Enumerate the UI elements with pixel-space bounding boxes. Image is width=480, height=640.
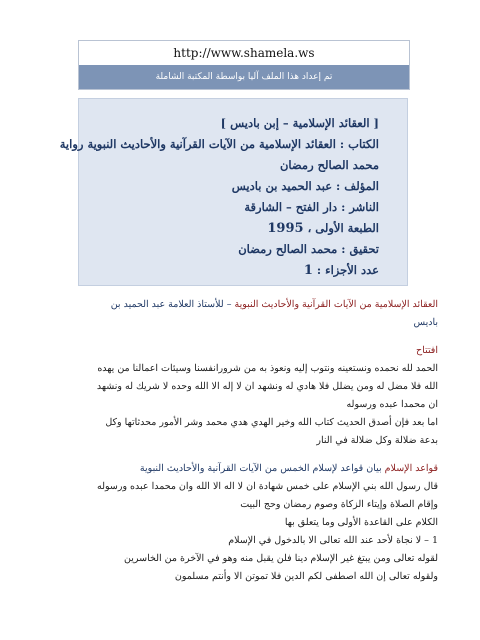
- heading-pillars-rest: بيان قواعد لإسلام الخمس من الآيات القرآنية والأحاديث النبوية: [139, 463, 382, 474]
- document-body: [42, 296, 438, 586]
- book-line: الكتاب : العقائد الإسلامية من الآيات القرآنية والأحاديث النبوية رواية: [59, 137, 379, 151]
- paragraph-line: ان محمدا عبده ورسوله: [346, 399, 438, 410]
- paragraph-line: اما بعد فإن أصدق الحديث كتاب الله وخير الهدي هدي محمد وشر الأمور محدثاتها وكل: [105, 417, 438, 428]
- intro-line: [42, 296, 438, 314]
- generator-note: تم إعداد هذا الملف آليا بواسطة المكتبة الشاملة: [79, 65, 409, 89]
- book-title: [ العقائد الإسلامية – إبن باديس ]: [220, 116, 379, 130]
- author-line: المؤلف : عبد الحميد بن باديس: [231, 179, 379, 193]
- paragraph-line: ولقوله تعالى إن الله اصطفى لكم الدين فلا تموتن الا وأنتم مسلمون: [174, 571, 438, 582]
- edition-label: الطبعة الأولى ،: [307, 221, 379, 235]
- book-line-cont: محمد الصالح رمضان: [279, 158, 379, 172]
- intro-rest: – للأستاذ العلامة عبد الحميد بن: [110, 299, 232, 310]
- paragraph-line: بدعة ضلالة وكل ضلالة في النار: [316, 435, 438, 446]
- parts-label: عدد الأجزاء :: [316, 263, 379, 277]
- paragraph-line: 1 – لا نجاة لأحد عند الله تعالى الا بالدخول في الإسلام: [228, 535, 438, 546]
- site-url[interactable]: http://www.shamela.ws: [173, 46, 315, 60]
- paragraph-line: لقوله تعالى ومن يبتغ غير الإسلام دينا فلن يقبل منه وهو في الآخرة من الخاسرين: [124, 553, 438, 564]
- paragraph-line: الكلام على القاعدة الأولى وما يتعلق بها: [284, 517, 438, 528]
- paragraph-line: قال رسول الله بني الإسلام على خمس شهادة ان لا اله الا الله وان محمدا عبده ورسوله: [97, 481, 438, 492]
- edition-year: 1995: [267, 221, 304, 236]
- paragraph-line: الحمد لله نحمده ونستعينه ونتوب إليه ونعوذ به من شرورانفسنا وسيئات اعمالنا من يهده: [97, 363, 438, 374]
- heading-pillars: [42, 460, 438, 478]
- parts-line: [89, 260, 379, 281]
- paragraph-line: وإقام الصلاة وإيتاء الزكاة وصوم رمضان وحج البيت: [240, 499, 438, 510]
- book-info-box: [59, 98, 408, 286]
- parts-value: 1: [303, 263, 313, 278]
- publisher-line: الناشر : دار الفتح – الشارقة: [244, 200, 379, 214]
- header-box: [78, 40, 410, 90]
- paragraph-line: الله فلا مضل له ومن يضلل فلا هادي له ونشهد ان لا إله الا الله وحده لا شريك له ونشهد: [96, 381, 438, 392]
- heading-pillars-title: قواعد الإسلام: [384, 463, 438, 474]
- intro-line-2: باديس: [413, 317, 438, 328]
- intro-title: العقائد الإسلامية من الآيات القرآنية والأحاديث النبوية: [234, 299, 438, 310]
- heading-opening: افتتاح: [416, 345, 438, 356]
- editor-line: تحقيق : محمد الصالح رمضان: [238, 242, 379, 256]
- edition-line: [89, 218, 379, 239]
